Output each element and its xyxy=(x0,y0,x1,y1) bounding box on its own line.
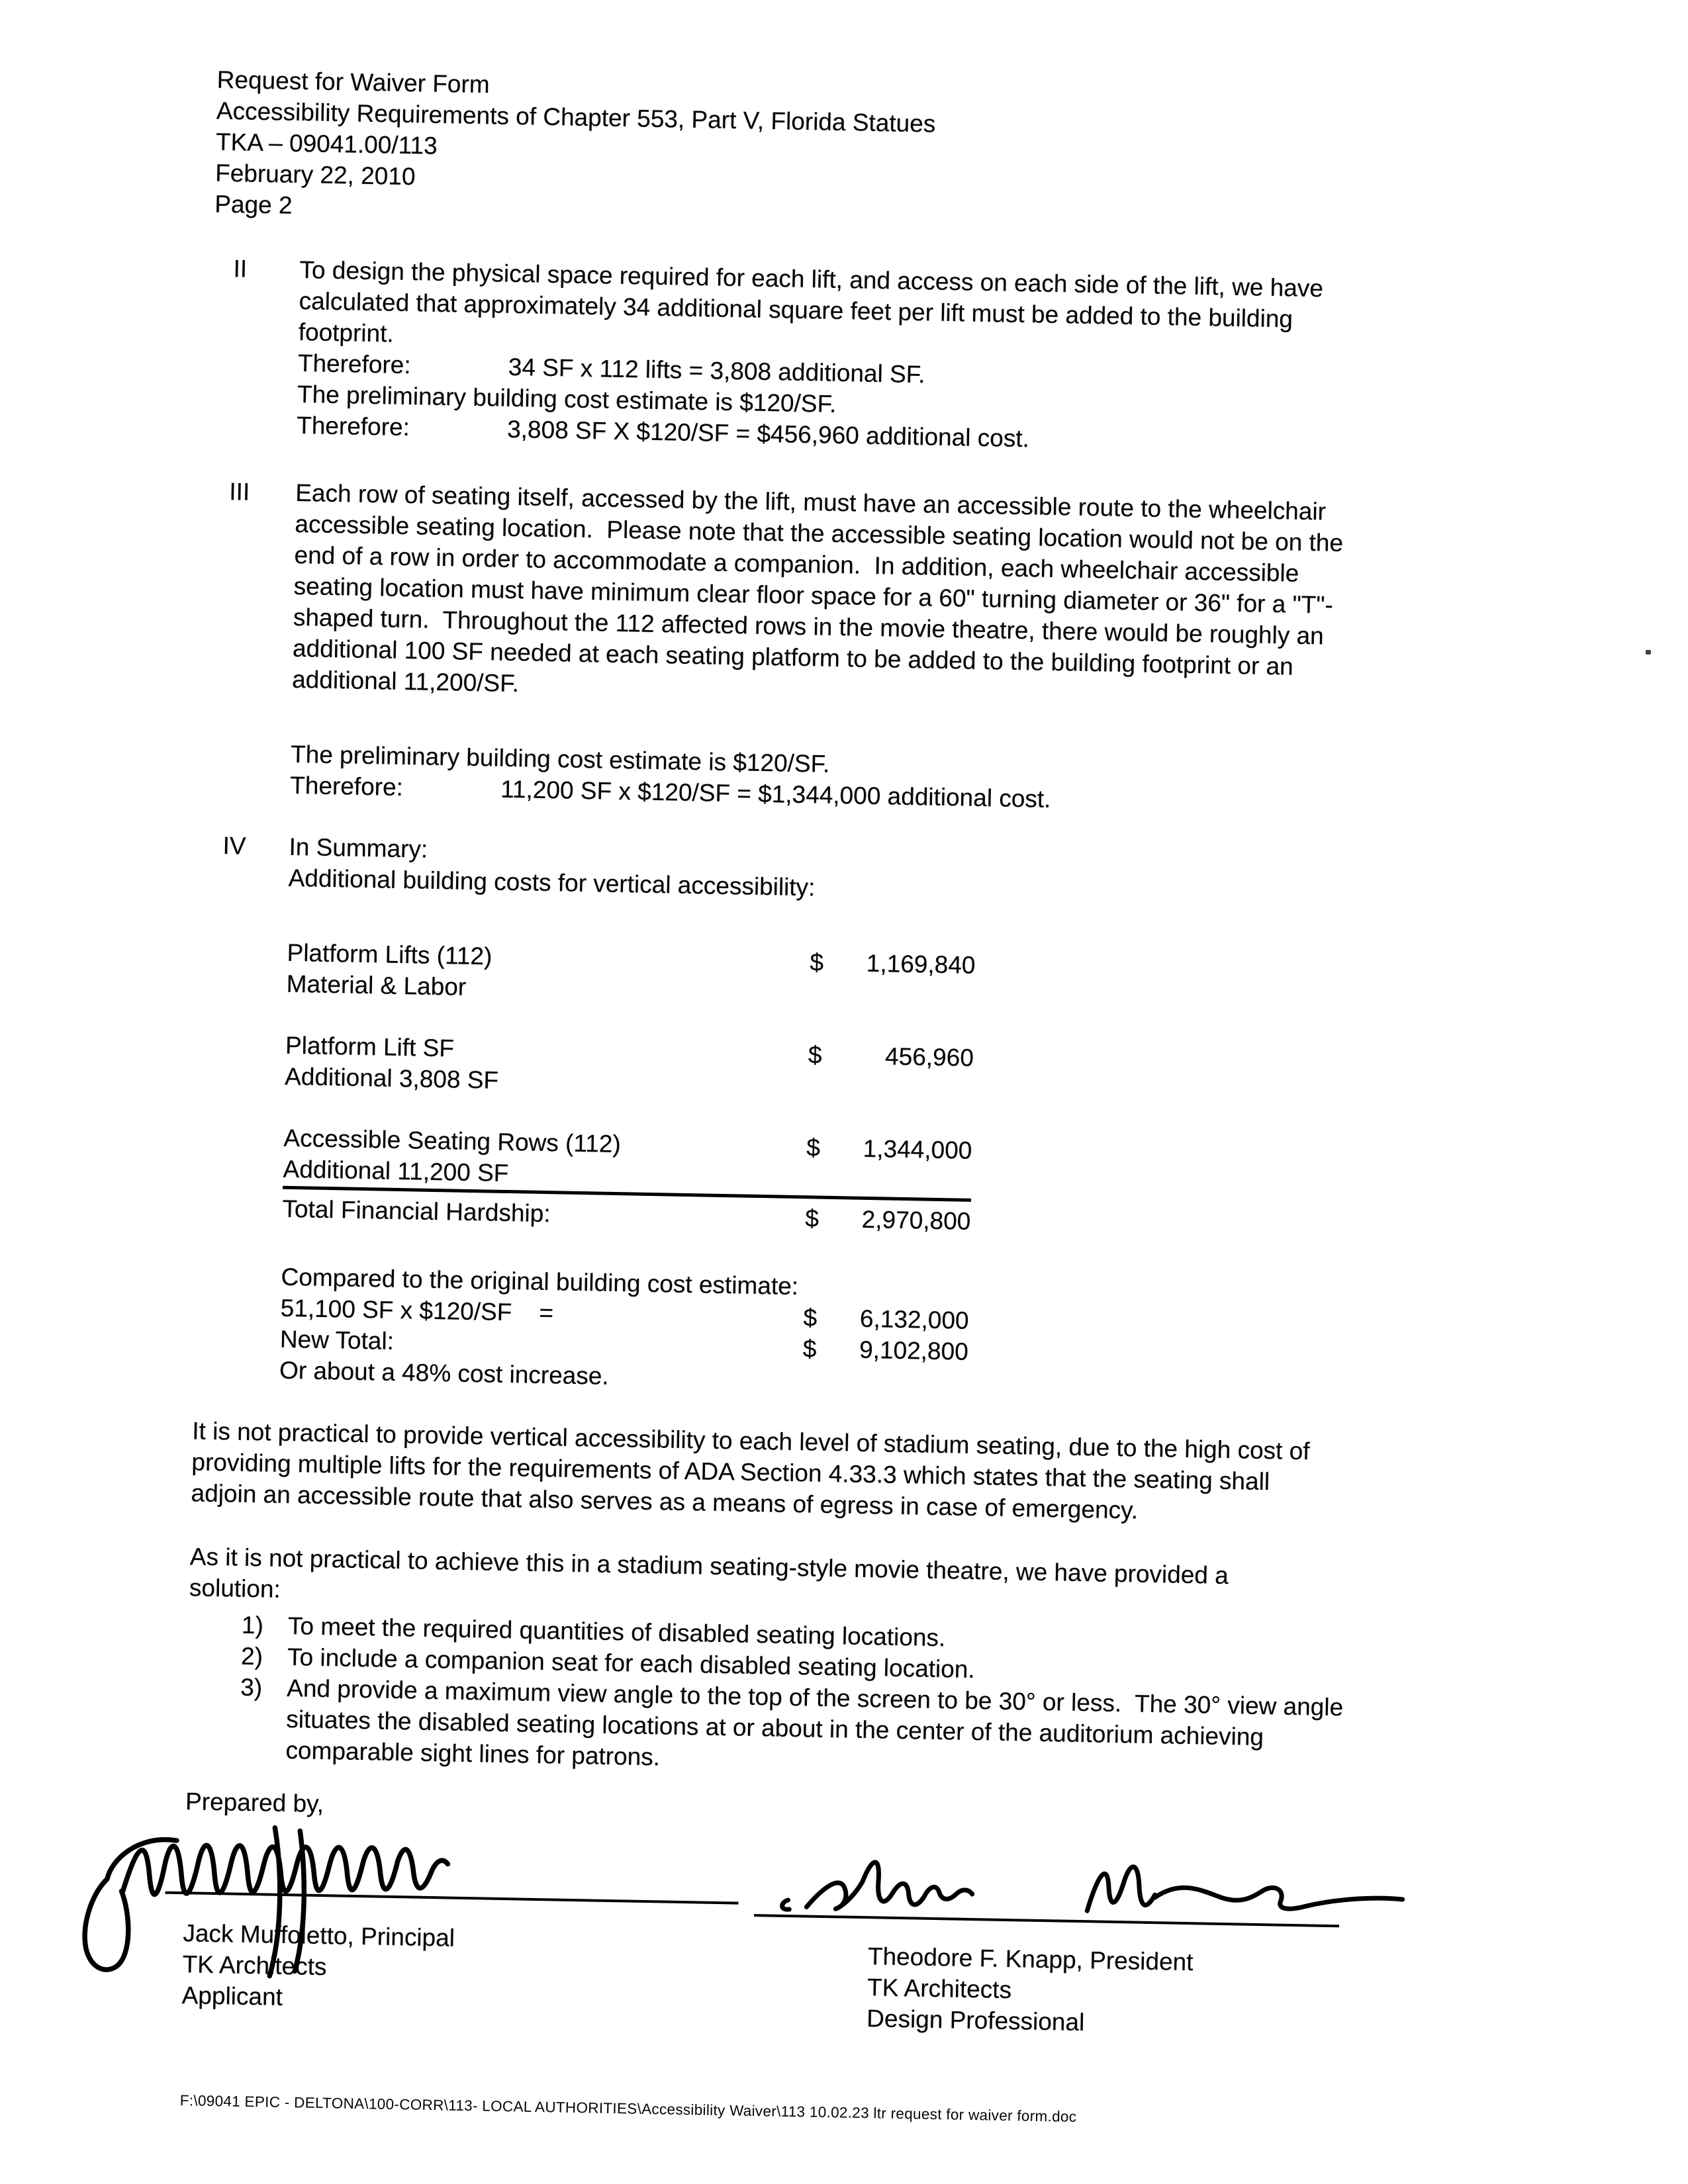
section-iii-body xyxy=(290,477,1613,825)
summary-subheading: Additional building costs for vertical accessibility: xyxy=(288,864,816,901)
row-label-line1: Accessible Seating Rows (112) xyxy=(283,1124,622,1158)
therefore-label: Therefore: xyxy=(296,411,410,441)
summary-heading: In Summary: xyxy=(289,833,428,863)
table-row xyxy=(283,1122,972,1197)
amount-value: 6,132,000 xyxy=(859,1304,969,1334)
amount-currency: $ xyxy=(806,1134,821,1161)
signer-name: Jack Muffoletto, Principal xyxy=(183,1919,455,1952)
list-text: To meet the required quantities of disabled seating locations. xyxy=(287,1612,946,1652)
header-page-number: Page 2 xyxy=(214,190,293,219)
comparison-intro: Compared to the original building cost estimate: xyxy=(281,1263,799,1300)
therefore-label: Therefore: xyxy=(289,771,404,801)
list-marker: 1) xyxy=(241,1611,264,1639)
signer-role: Design Professional xyxy=(866,2005,1085,2036)
amount-currency: $ xyxy=(805,1205,820,1232)
header-title: Request for Waiver Form xyxy=(216,66,490,99)
paragraph-solution-intro: As it is not practical to achieve this in a stadium seating-style movie theatre, we have provided a solution: xyxy=(189,1543,1229,1603)
section-iv xyxy=(193,830,1607,1410)
document-header xyxy=(214,64,1620,246)
prepared-by-label: Prepared by, xyxy=(185,1788,324,1818)
signature-area xyxy=(181,1817,1589,2061)
scan-artifact-dot xyxy=(1646,650,1651,655)
footer-file-path: F:\09041 EPIC - DELTONA\100-CORR\113- LOCAL AUTHORITIES\Accessibility Waiver\113 10.02.23 ltr request for waiver form.doc xyxy=(179,2092,1077,2126)
list-text: To include a companion seat for each disabled seating location. xyxy=(287,1643,976,1684)
section-ii-paragraph: To design the physical space required for each lift, and access on each side of the lift, we have calculated that approximately 34 additional square feet per lift must be added to the building footprint. xyxy=(298,256,1324,347)
table-row xyxy=(286,937,976,1012)
header-reference: TKA – 09041.00/113 xyxy=(215,128,438,159)
section-iii-estimate-note: The preliminary building cost estimate is $120/SF. xyxy=(290,740,830,778)
section-iii-paragraph: Each row of seating itself, accessed by the lift, must have an accessible route to the wheelchair accessible seating location. Please note that the accessible seating location would not be on the end of a row in order to accommodate a companion. In addition, each wheelchair accessible seating location must have minimum clear floor space for a 60" turning diameter or 36" for a "T"- shaped turn. Throughout the 112 affected rows in the movie theatre, there would be roughly an additional 100 SF needed at each seating platform to be added to the building footprint or an additional 11,200/SF. xyxy=(291,478,1344,698)
calc-formula: 34 SF x 112 lifts = 3,808 additional SF. xyxy=(508,353,925,388)
section-iv-body xyxy=(279,831,1607,1410)
signer-company: TK Architects xyxy=(182,1950,327,1981)
section-ii-estimate-note: The preliminary building cost estimate is $120/SF. xyxy=(297,381,837,418)
total-label: Total Financial Hardship: xyxy=(282,1195,551,1228)
amount-value: 1,169,840 xyxy=(866,949,976,979)
row-label-line1: Platform Lift SF xyxy=(285,1031,455,1062)
paragraph-not-practical: It is not practical to provide vertical accessibility to each level of stadium seating, due to the high cost of providing multiple lifts for the requirements of ADA Section 4.33.3 which states that the seating shall adjoin an accessible route that also serves as a means of egress in case of emergency. xyxy=(191,1417,1310,1524)
section-ii-numeral: II xyxy=(233,255,248,283)
section-iii xyxy=(204,476,1613,825)
row-amount xyxy=(809,946,976,1012)
therefore-label: Therefore: xyxy=(297,349,412,379)
amount-currency: $ xyxy=(802,1335,817,1363)
amount-currency: $ xyxy=(808,1041,822,1069)
amount-value: 9,102,800 xyxy=(859,1336,969,1365)
signer-role: Applicant xyxy=(181,1981,283,2011)
table-row xyxy=(285,1030,974,1105)
list-marker: 2) xyxy=(240,1642,263,1670)
row-amount xyxy=(806,1132,972,1197)
row-label-line1: Platform Lifts (112) xyxy=(287,938,492,970)
signer-name: Theodore F. Knapp, President xyxy=(867,1942,1194,1976)
signer-company: TK Architects xyxy=(867,1974,1012,2004)
amount-value: 456,960 xyxy=(884,1042,974,1071)
amount-value: 2,970,800 xyxy=(861,1205,971,1235)
amount-value: 1,344,000 xyxy=(863,1134,972,1164)
section-iii-numeral: III xyxy=(229,478,250,506)
header-subject: Accessibility Requirements of Chapter 553, Part V, Florida Statues xyxy=(216,97,936,138)
section-iv-numeral: IV xyxy=(222,832,246,860)
comparison-label: 51,100 SF x $120/SF = xyxy=(280,1294,554,1327)
solution-list xyxy=(186,1608,1592,1790)
section-ii xyxy=(211,253,1617,465)
row-label-line2: Additional 3,808 SF xyxy=(284,1062,499,1094)
amount-currency: $ xyxy=(810,948,824,976)
comparison-conclusion: Or about a 48% cost increase. xyxy=(279,1356,610,1390)
calc-formula: 11,200 SF x $120/SF = $1,344,000 additional cost. xyxy=(500,775,1051,813)
section-ii-body xyxy=(297,254,1617,465)
row-amount xyxy=(808,1039,974,1105)
row-label-line2: Additional 11,200 SF xyxy=(283,1155,509,1187)
row-label-line2: Material & Labor xyxy=(286,970,467,1001)
total-amount xyxy=(805,1203,971,1237)
calc-formula: 3,808 SF X $120/SF = $456,960 additional cost. xyxy=(506,415,1030,453)
header-date: February 22, 2010 xyxy=(214,159,416,191)
list-marker: 3) xyxy=(240,1673,263,1702)
amount-currency: $ xyxy=(803,1304,818,1332)
comparison-label: New Total: xyxy=(279,1325,395,1355)
list-text: And provide a maximum view angle to the top of the screen to be 30° or less. The 30° view angle situates the disabled seating locations at or about in the center of the auditorium achieving comparable sight lines for patrons. xyxy=(285,1674,1344,1771)
